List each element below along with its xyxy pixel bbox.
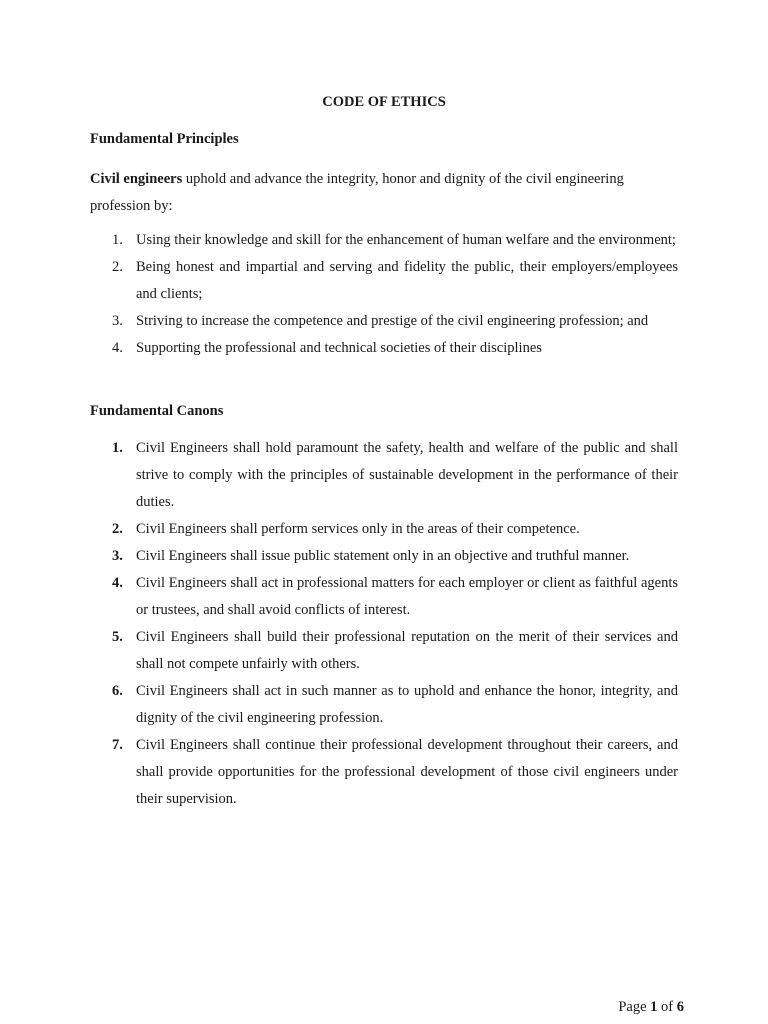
list-item-text: Civil Engineers shall hold paramount the safety, health and welfare of the public and shall strive to comply with the principles of sustainable development in the performance of their duties.: [136, 440, 678, 510]
of-label: of: [657, 999, 677, 1015]
list-item-text: Civil Engineers shall issue public statement only in an objective and truthful manner.: [136, 548, 630, 564]
list-item-number: 7.: [112, 737, 123, 753]
list-item-text: Being honest and impartial and serving and fidelity the public, their employers/employees and clients;: [136, 259, 678, 302]
list-item: [90, 732, 678, 813]
list-item: [90, 254, 678, 308]
intro-paragraph: [90, 166, 678, 220]
list-item-number: 3.: [112, 313, 123, 329]
list-item: [90, 435, 678, 516]
canons-list: [90, 435, 678, 813]
list-item-text: Civil Engineers shall perform services only in the areas of their competence.: [136, 521, 580, 537]
list-item-number: 4.: [112, 340, 123, 356]
canons-heading: Fundamental Canons: [90, 403, 224, 419]
list-item-number: 2.: [112, 521, 123, 537]
list-item-number: 1.: [112, 440, 123, 456]
list-item-text: Civil Engineers shall act in professional matters for each employer or client as faithful agents or trustees, and shall avoid conflicts of interest.: [136, 575, 678, 618]
intro-text: uphold and advance the integrity, honor and dignity of the civil engineering profession by:: [90, 171, 624, 214]
total-pages-number: 6: [676, 999, 684, 1015]
list-item-text: Striving to increase the competence and prestige of the civil engineering profession; and: [136, 313, 649, 329]
page-number-footer: [618, 997, 684, 1017]
list-item: [90, 227, 678, 254]
list-item-number: 2.: [112, 259, 123, 275]
list-item: [90, 624, 678, 678]
page-label: Page: [618, 999, 651, 1015]
list-item-text: Civil Engineers shall continue their professional development throughout their careers, and shall provide opportunities for the professional development of those civil engineers under their supervision.: [136, 737, 678, 807]
list-item: [90, 516, 678, 543]
list-item-text: Civil Engineers shall build their professional reputation on the merit of their services and shall not compete unfairly with others.: [136, 629, 678, 672]
list-item-number: 6.: [112, 683, 123, 699]
list-item: [90, 335, 678, 362]
list-item-number: 5.: [112, 629, 123, 645]
list-item-number: 1.: [112, 232, 123, 248]
list-item: [90, 543, 678, 570]
list-item-number: 3.: [112, 548, 123, 564]
principles-heading: Fundamental Principles: [90, 131, 239, 147]
current-page-number: 1: [650, 999, 658, 1015]
list-item-number: 4.: [112, 575, 123, 591]
document-title: CODE OF ETHICS: [322, 94, 446, 110]
principles-list: [90, 227, 678, 362]
list-item-text: Using their knowledge and skill for the enhancement of human welfare and the environment;: [136, 232, 676, 248]
list-item: [90, 678, 678, 732]
intro-bold-subject: Civil engineers: [90, 171, 183, 187]
list-item: [90, 308, 678, 335]
list-item-text: Civil Engineers shall act in such manner as to uphold and enhance the honor, integrity, and dignity of the civil engineering profession.: [136, 683, 678, 726]
list-item: [90, 570, 678, 624]
list-item-text: Supporting the professional and technical societies of their disciplines: [136, 340, 542, 356]
